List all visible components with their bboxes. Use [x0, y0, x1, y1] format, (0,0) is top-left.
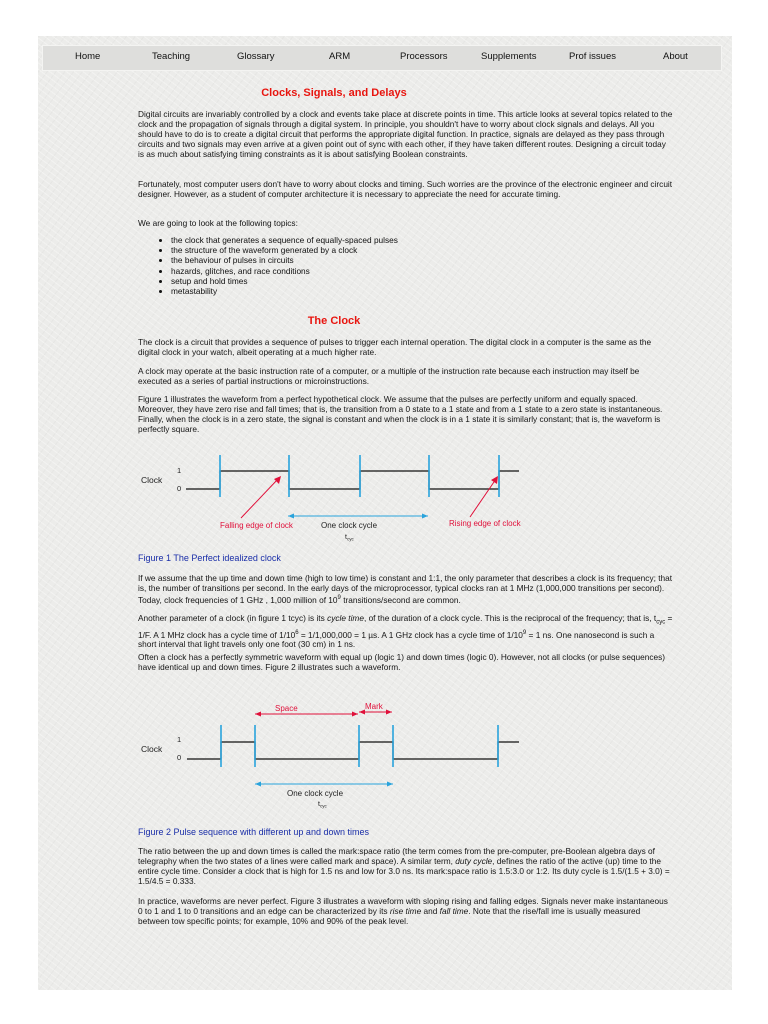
topics-list — [158, 235, 398, 296]
mark-space-paragraph: The ratio between the up and down times is called the mark:space ratio (the term comes from the pre-computer, pre-Boolean algebra days of telegraphy when the two states of a lines were called mark and space). A similar term, duty cycle, defines the ratio of the active (up) time to the entire cycle time. Consider a clock that is high for 1.5 ns and low for 3.0 ns. Its mark:space ratio is 1.5:3.0 or 1:2. Its duty cycle is 1.5/(1.5 + 3.0) = 1.5/4.5 = 0.333. — [138, 846, 670, 886]
fig2-space-label: Space — [275, 704, 298, 713]
freq-paragraph: If we assume that the up time and down time (high to low time) is constant and 1:1, the only parameter that describes a clock is its frequency; that is, the number of transitions per second. In the early days of the microprocessor, typical clocks ran at 1 MHz (1,000,000 transitions per second). Today, clock frequencies of 1 GHz , 1,000 million of $10^9$ transitions/second are common. — [138, 573, 673, 605]
nav-prof-issues[interactable]: Prof issues — [569, 51, 616, 62]
intro-paragraph-2: Fortunately, most computer users don't have to worry about clocks and timing. Such worries are the province of the electronic engineer and circuit designer. However, as a student of computer architecture it is necessary to appreciate the need for accurate timing. — [138, 179, 673, 199]
intro-paragraph-1: Digital circuits are invariably controlled by a clock and events take place at discrete points in time. This article looks at several topics related to the clock and the propagation of signals through a digital system. In principle, you shouldn't have to worry about clock signals and delays. All you should have to do is to create a digital circuit that performs the appropriate digital function. In practice, signals are delayed as they pass through circuits and two signals may even arrive at a given point out of sync with each other, if they have taken different routes. Designing a circuit today is as much about satisfying timing constraints as it is about satisfying Boolean constraints. — [138, 109, 673, 159]
clock-paragraph-2: A clock may operate at the basic instruction rate of a computer, or a multiple of the instruction rate because each instruction may itself be executed as a series of partial instructions or microinstructions. — [138, 366, 640, 386]
nav-processors[interactable]: Processors — [400, 51, 448, 62]
fig1-level-0: 0 — [177, 484, 182, 493]
figure-1-caption: Figure 1 The Perfect idealized clock — [138, 553, 281, 563]
list-item: • hazards, glitches, and race conditions — [171, 266, 398, 276]
clock-paragraph-3: Figure 1 illustrates the waveform from a perfect hypothetical clock. We assume that the pulses are perfectly uniform and equally spaced. Moreover, they have zero rise and fall times; that is, the transition from a 0 state to a 1 state and from a 1 state to a zero state is instantaneous. Finally, when the clock is in a zero state, the signal is constant and when the clock is in a 1 state it is similarly constant; that is, the waveform is perfectly square. — [138, 394, 663, 434]
fig1-falling-label: Falling edge of clock — [220, 521, 293, 530]
list-item: • metastability — [171, 286, 398, 296]
nav-glossary[interactable]: Glossary — [237, 51, 275, 62]
fig1-edge-markers — [220, 455, 499, 497]
fig2-level-1: 1 — [177, 735, 182, 744]
symmetric-paragraph: Often a clock has a perfectly symmetric waveform with equal up (logic 1) and down times (logic 0). However, not all clocks (or pulse sequences) have identical up and down times. Figure 2 illustrates such a waveform. — [138, 652, 666, 672]
nav-home[interactable]: Home — [75, 51, 101, 62]
list-item: • setup and hold times — [171, 276, 398, 286]
list-item: • the behaviour of pulses in circuits — [171, 255, 398, 265]
fig2-waveform — [187, 742, 519, 759]
page-title: Clocks, Signals, and Delays — [261, 87, 407, 99]
fig2-level-0: 0 — [177, 753, 182, 762]
rise-fall-paragraph: In practice, waveforms are never perfect. Figure 3 illustrates a waveform with sloping rising and falling edges. Signals never make instantaneous 0 to 1 and 1 to 0 transitions and an edge can be characterized by its rise time and fall time. Note that the rise/fall ime is usually measured between tow specific points; for example, 10% and 90% of the peak level. — [138, 896, 668, 926]
nav-bar — [42, 45, 722, 71]
figure-2-caption: Figure 2 Pulse sequence with different up and down times — [138, 827, 369, 837]
cycle-time-paragraph: Another parameter of a clock (in figure 1 tcyc) is its cycle time, of the duration of a clock cycle. This is the reciprocal of the frequency; that is, $t_{cyc} = 1/F$. A 1 MHz clock has a cycle time of $1/10^6 = 1/1,000,000 = 1$ µs. A 1 GHz clock has a cycle time of $1/10^9 = 1$ ns. One nanosecond is such a short interval that light travels only one foot (30 cm) in 1 ns. — [138, 613, 673, 650]
fig1-clock-label: Clock — [141, 475, 163, 485]
nav-arm[interactable]: ARM — [329, 51, 351, 62]
fig1-rising-label: Rising edge of clock — [449, 519, 521, 528]
fig2-cycle-symbol: $t_{cyc}$ — [318, 801, 327, 809]
fig1-rising-arrow — [470, 479, 496, 517]
fig1-waveform — [186, 471, 519, 489]
figure-1-diagram — [135, 445, 535, 545]
fig1-cycle-symbol: $t_{cyc}$ — [345, 534, 354, 542]
figure-2-diagram — [135, 697, 535, 812]
section-heading-clock: The Clock — [307, 315, 361, 327]
nav-about[interactable]: About — [663, 51, 688, 62]
nav-supplements[interactable]: Supplements — [481, 51, 537, 62]
fig2-mark-label: Mark — [365, 702, 383, 711]
list-item: • the structure of the waveform generated by a clock — [171, 245, 398, 255]
fig1-level-1: 1 — [177, 466, 182, 475]
nav-teaching[interactable]: Teaching — [152, 51, 191, 62]
fig2-clock-label: Clock — [141, 744, 163, 754]
list-item: • the clock that generates a sequence of equally-spaced pulses — [171, 235, 398, 245]
fig2-edge-markers — [221, 725, 498, 767]
fig2-cycle-label: One clock cycle — [287, 789, 344, 798]
intro-paragraph-3: We are going to look at the following topics: — [138, 218, 298, 228]
fig1-falling-arrow — [241, 479, 278, 518]
fig1-cycle-label: One clock cycle — [321, 521, 378, 530]
clock-paragraph-1: The clock is a circuit that provides a sequence of pulses to trigger each internal operation. The digital clock in a computer is the same as the digital clock in your watch, albeit operating at a much higher rate. — [138, 337, 652, 357]
